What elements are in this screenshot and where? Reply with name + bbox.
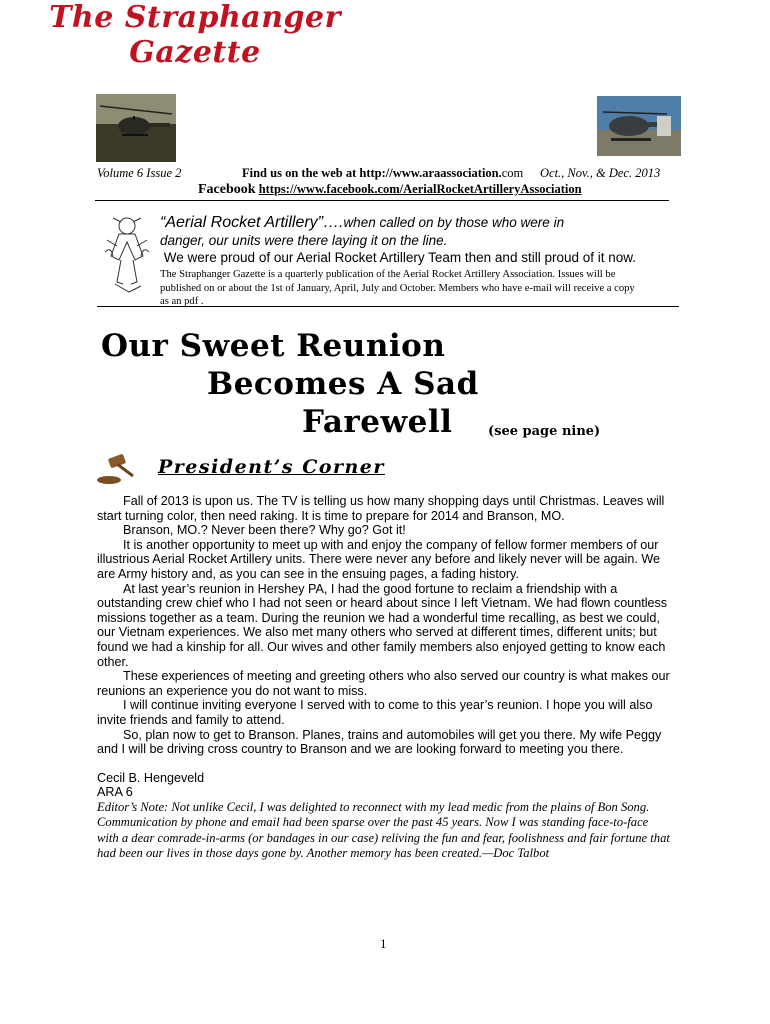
- intro-title: “Aerial Rocket Artillery”….: [160, 214, 344, 231]
- intro-desc-3: as an pdf .: [160, 296, 204, 307]
- letter-paragraph-1: Fall of 2013 is upon us. The TV is telling us how many shopping days until Christmas. Leaves will start turning color, then need raking. It is time to prepare for 2014 and Branson, MO.: [97, 494, 665, 523]
- volume-issue: Volume 6 Issue 2: [97, 166, 182, 180]
- intro-desc-1: The Straphanger Gazette is a quarterly publication of the Aerial Rocket Artillery Association. Issues will be: [160, 269, 616, 280]
- letter-paragraph-2: Branson, MO.? Never been there? Why go? Got it!: [123, 523, 406, 538]
- intro-line1: [160, 214, 660, 232]
- letter-paragraph-6: I will continue inviting everyone I served with to come to this year’s reunion. I hope you will also invite friends and family to attend.: [97, 698, 653, 727]
- letter-paragraph-4: At last year’s reunion in Hershey PA, I had the good fortune to reclaim a friendship with a outstanding crew chief who I had not seen or heard about since I left Vietnam. We had flown countless missions together as a team. During the reunion we had a wonderful time recalling, as best we could, our Vietnam experiences. We also met many others who served at different times, different units; but found we had a kinship for all. Our wives and other family members also enjoyed getting to know each other.: [97, 581, 668, 669]
- website-suffix: com: [501, 166, 524, 180]
- facebook-link[interactable]: https://www.facebook.com/AerialRocketArtilleryAssociation: [258, 182, 582, 196]
- letter-paragraph-5: These experiences of meeting and greeting others who also served our country is what makes our reunions an experience you do not want to miss.: [97, 669, 670, 698]
- headline-see-page: (see page nine): [488, 424, 601, 439]
- issue-date: Oct., Nov., & Dec. 2013: [540, 166, 661, 180]
- mascot-illustration: [101, 212, 153, 298]
- letter-paragraph-7: So, plan now to get to Branson. Planes, trains and automobiles will get you there. My wife Peggy and I will be driving cross country to Branson and we are looking forward to meeting you there.: [97, 727, 662, 757]
- letter-paragraph-3: It is another opportunity to meet up with and enjoy the company of fellow former members of our illustrious Aerial Rocket Artillery units. There were never any before and likely never will be again. We are Army history and, as you can see in the ensuing pages, a fading history.: [97, 537, 661, 581]
- headline-line2: Becomes A Sad: [207, 366, 479, 402]
- website-prefix: Find us on the web at http://www.araassociation.: [242, 166, 502, 180]
- facebook-label: Facebook: [198, 182, 256, 197]
- intro-line1-rest: when called on by those who were in: [343, 215, 565, 230]
- editors-note: Editor’s Note: Not unlike Cecil, I was delighted to reconnect with my lead medic from the plains of Bon Song. Communication by phone and email had been sparse over the past 45 years. Now I was standing face-to-face with a dear comrade-in-arms (or bandages in our case) reliving the fun and fear, foolishness and fair fortune that had been our lives in those days gone by. Another memory has been created.—Doc Talbot: [97, 799, 670, 861]
- helicopter-photo: [96, 94, 176, 162]
- intro-desc-2: published on or about the 1st of January, April, July and October. Members who have e-mail will receive a copy: [160, 282, 635, 294]
- signature-name: Cecil B. Hengeveld: [97, 770, 205, 785]
- header-divider: [95, 200, 669, 201]
- intro-line2: danger, our units were there laying it on the line.: [160, 233, 448, 248]
- intro-block: [160, 214, 660, 309]
- facebook-line: [198, 182, 582, 198]
- intro-divider: [97, 306, 679, 307]
- intro-line3: [160, 249, 660, 266]
- intro-line3-text: We were proud of our Aerial Rocket Artillery Team then and still proud of it now.: [163, 250, 637, 265]
- headline-line3: Farewell: [302, 404, 453, 440]
- base-photo: [597, 96, 681, 156]
- presidents-letter: [97, 494, 673, 862]
- headline-line1: Our Sweet Reunion: [101, 328, 446, 364]
- gavel-icon: [95, 452, 139, 486]
- newsletter-title: The Straphanger Gazette: [49, 0, 341, 70]
- signature-unit: ARA 6: [97, 785, 133, 800]
- presidents-corner-heading: President’s Corner: [158, 456, 385, 478]
- website-line: [242, 166, 523, 181]
- page-number: 1: [380, 936, 387, 951]
